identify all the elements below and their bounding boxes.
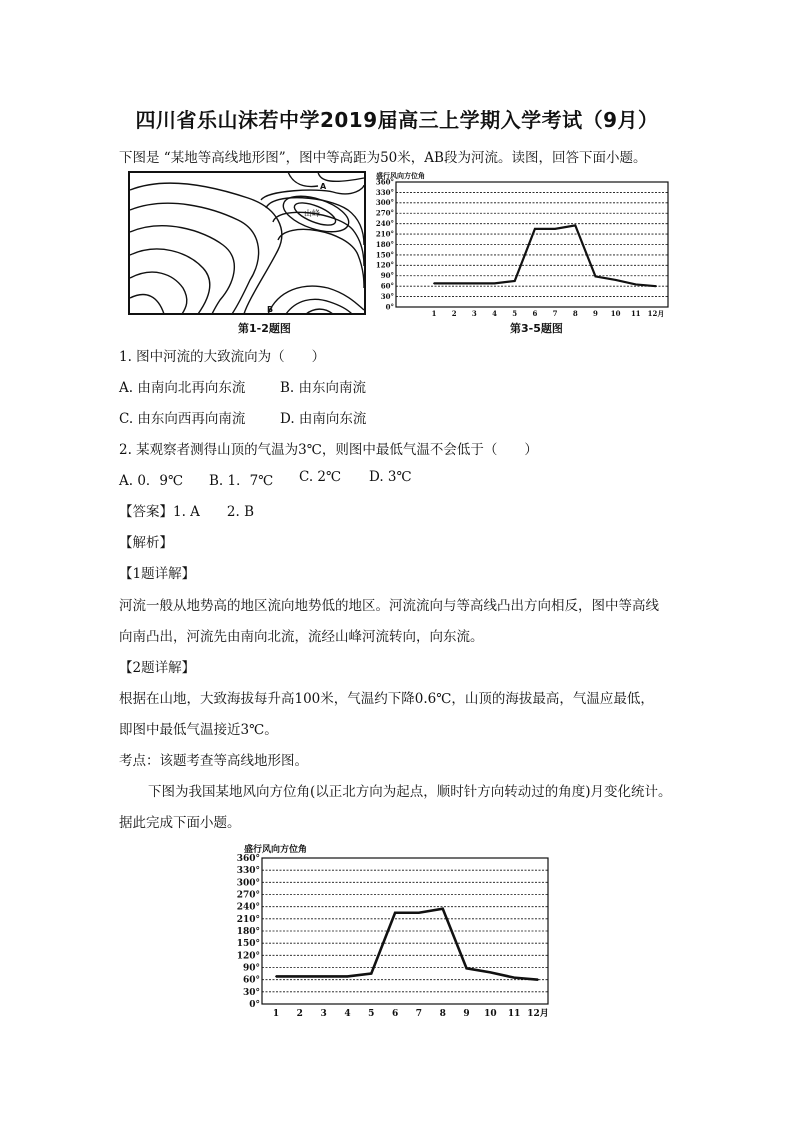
note-line: 考点：该题考查等高线地形图。 (119, 753, 308, 769)
y-tick-label: 270° (375, 208, 394, 218)
x-tick-label: 6 (532, 309, 538, 318)
x-tick-label: 11 (630, 309, 641, 318)
y-tick-label: 0° (249, 1000, 260, 1010)
data-point (655, 285, 657, 287)
data-point (347, 976, 349, 978)
y-tick-label: 120° (375, 260, 394, 270)
x-tick-label: 12月 (647, 309, 665, 318)
data-point (275, 976, 277, 978)
data-point (466, 967, 468, 969)
data-point (394, 912, 396, 914)
contour-map (128, 170, 368, 330)
data-point (473, 282, 475, 284)
x-tick-label: 8 (572, 309, 578, 318)
x-tick-label: 1 (272, 1009, 280, 1019)
x-tick-label: 1 (431, 309, 437, 318)
x-tick-label: 10 (484, 1009, 497, 1019)
data-point (453, 282, 455, 284)
x-tick-label: 8 (439, 1009, 446, 1019)
x-tick-label: 3 (320, 1009, 327, 1019)
data-point (494, 282, 496, 284)
analysis-heading: 【解析】 (119, 535, 173, 551)
question-1-option-d: D. 由南向东流 (280, 411, 367, 427)
x-tick-label: 12月 (527, 1009, 549, 1019)
wind-chart-large (236, 842, 554, 1024)
q1-text-line-2: 向南凸出，河流先由南向北流，流经山峰河流转向，向东流。 (119, 629, 484, 645)
x-tick-label: 3 (471, 309, 477, 318)
x-tick-label: 4 (492, 309, 497, 318)
question-1-option-b: B. 由东向南流 (280, 380, 367, 396)
x-tick-label: 7 (552, 309, 558, 318)
y-tick-label: 360° (375, 177, 394, 187)
x-tick-label: 7 (415, 1009, 423, 1019)
q1-heading: 【1题详解】 (119, 566, 196, 582)
y-tick-label: 0° (385, 302, 394, 312)
data-point (418, 912, 420, 914)
x-tick-label: 2 (296, 1009, 303, 1019)
q1-text-line-1: 河流一般从地势高的地区流向地势低的地区。河流流向与等高线凸出方向相反，图中等高线 (119, 598, 659, 614)
y-tick-label: 30° (380, 291, 394, 301)
question-2-option-c: C. 2℃ (299, 469, 342, 485)
summit-label: 山峰 (304, 209, 320, 218)
x-tick-label: 5 (368, 1009, 375, 1019)
x-tick-label: 11 (507, 1009, 521, 1019)
y-tick-label: 120° (236, 951, 260, 962)
question-1-option-c: C. 由东向西再向南流 (119, 411, 246, 427)
question-2-option-a: A. 0．9℃ (119, 473, 184, 489)
series-line (434, 225, 656, 286)
series-line (276, 909, 538, 980)
data-point (635, 284, 637, 286)
q2-text-line-1: 根据在山地，大致海拔每升高100米，气温约下降0.6℃，山顶的海拔最高，气温应最低， (119, 691, 654, 707)
y-tick-label: 90° (242, 963, 260, 974)
question-2-option-b: B. 1．7℃ (209, 473, 274, 489)
data-point (514, 280, 516, 282)
small-chart-caption: 第3-5题图 (510, 322, 563, 335)
data-point (534, 228, 536, 230)
data-point (323, 976, 325, 978)
x-tick-label: 5 (512, 309, 518, 318)
wind-chart-small (374, 170, 674, 332)
y-tick-label: 240° (375, 219, 394, 229)
y-tick-label: 300° (375, 198, 394, 208)
y-tick-label: 90° (380, 271, 394, 281)
intro2-line-1: 下图为我国某地风向方位角(以正北方向为起点，顺时针方向转动过的角度)月变化统计。 (148, 784, 672, 800)
question-1-option-a: A. 由南向北再向东流 (119, 380, 246, 396)
label-a: A (320, 182, 327, 191)
x-tick-label: 2 (451, 309, 457, 318)
data-point (370, 973, 372, 975)
y-tick-label: 330° (375, 187, 394, 197)
y-tick-label: 240° (236, 902, 260, 913)
data-point (595, 276, 597, 278)
question-2-stem: 2. 某观察者测得山顶的气温为3℃，则图中最低气温不会低于（ ） (119, 442, 538, 458)
y-tick-label: 360° (236, 854, 260, 864)
data-point (489, 971, 491, 973)
x-tick-label: 10 (610, 309, 621, 318)
data-point (537, 979, 539, 981)
y-axis-title: 盛行风向方位角 (244, 845, 308, 855)
page-title: 四川省乐山沫若中学2019届高三上学期入学考试（9月） (135, 108, 659, 132)
x-tick-label: 9 (593, 309, 598, 318)
y-tick-label: 150° (236, 939, 260, 950)
data-point (433, 282, 435, 284)
question-2-option-d: D. 3℃ (369, 469, 412, 485)
map-caption: 第1-2题图 (238, 322, 291, 335)
y-tick-label: 180° (375, 239, 394, 249)
y-tick-label: 150° (375, 250, 394, 260)
y-tick-label: 60° (242, 975, 260, 986)
data-point (615, 279, 617, 281)
y-tick-label: 180° (236, 927, 260, 937)
q2-text-line-2: 即图中最低气温接近3℃。 (119, 722, 278, 738)
x-tick-label: 4 (344, 1009, 351, 1019)
data-point (554, 228, 556, 230)
data-point (574, 225, 576, 227)
data-point (513, 977, 515, 979)
q2-heading: 【2题详解】 (119, 660, 196, 676)
data-point (299, 976, 301, 978)
x-tick-label: 6 (391, 1009, 399, 1019)
data-point (442, 908, 444, 910)
question-1-stem: 1. 图中河流的大致流向为（ ） (119, 349, 326, 365)
y-tick-label: 270° (236, 890, 260, 901)
y-axis-title: 盛行风向方位角 (376, 172, 425, 180)
intro-text: 下图是 “某地等高线地形图”，图中等高距为50米，AB段为河流。读图，回答下面小题。 (119, 150, 647, 166)
y-tick-label: 330° (236, 866, 260, 877)
label-b: B (267, 305, 274, 314)
y-tick-label: 60° (380, 281, 394, 291)
y-tick-label: 210° (375, 229, 394, 239)
y-tick-label: 300° (236, 878, 260, 889)
y-tick-label: 210° (236, 914, 260, 925)
x-tick-label: 9 (463, 1009, 470, 1019)
intro2-line-2: 据此完成下面小题。 (119, 815, 241, 831)
answer-line: 【答案】1. A 2. B (119, 504, 255, 520)
y-tick-label: 30° (242, 987, 260, 998)
